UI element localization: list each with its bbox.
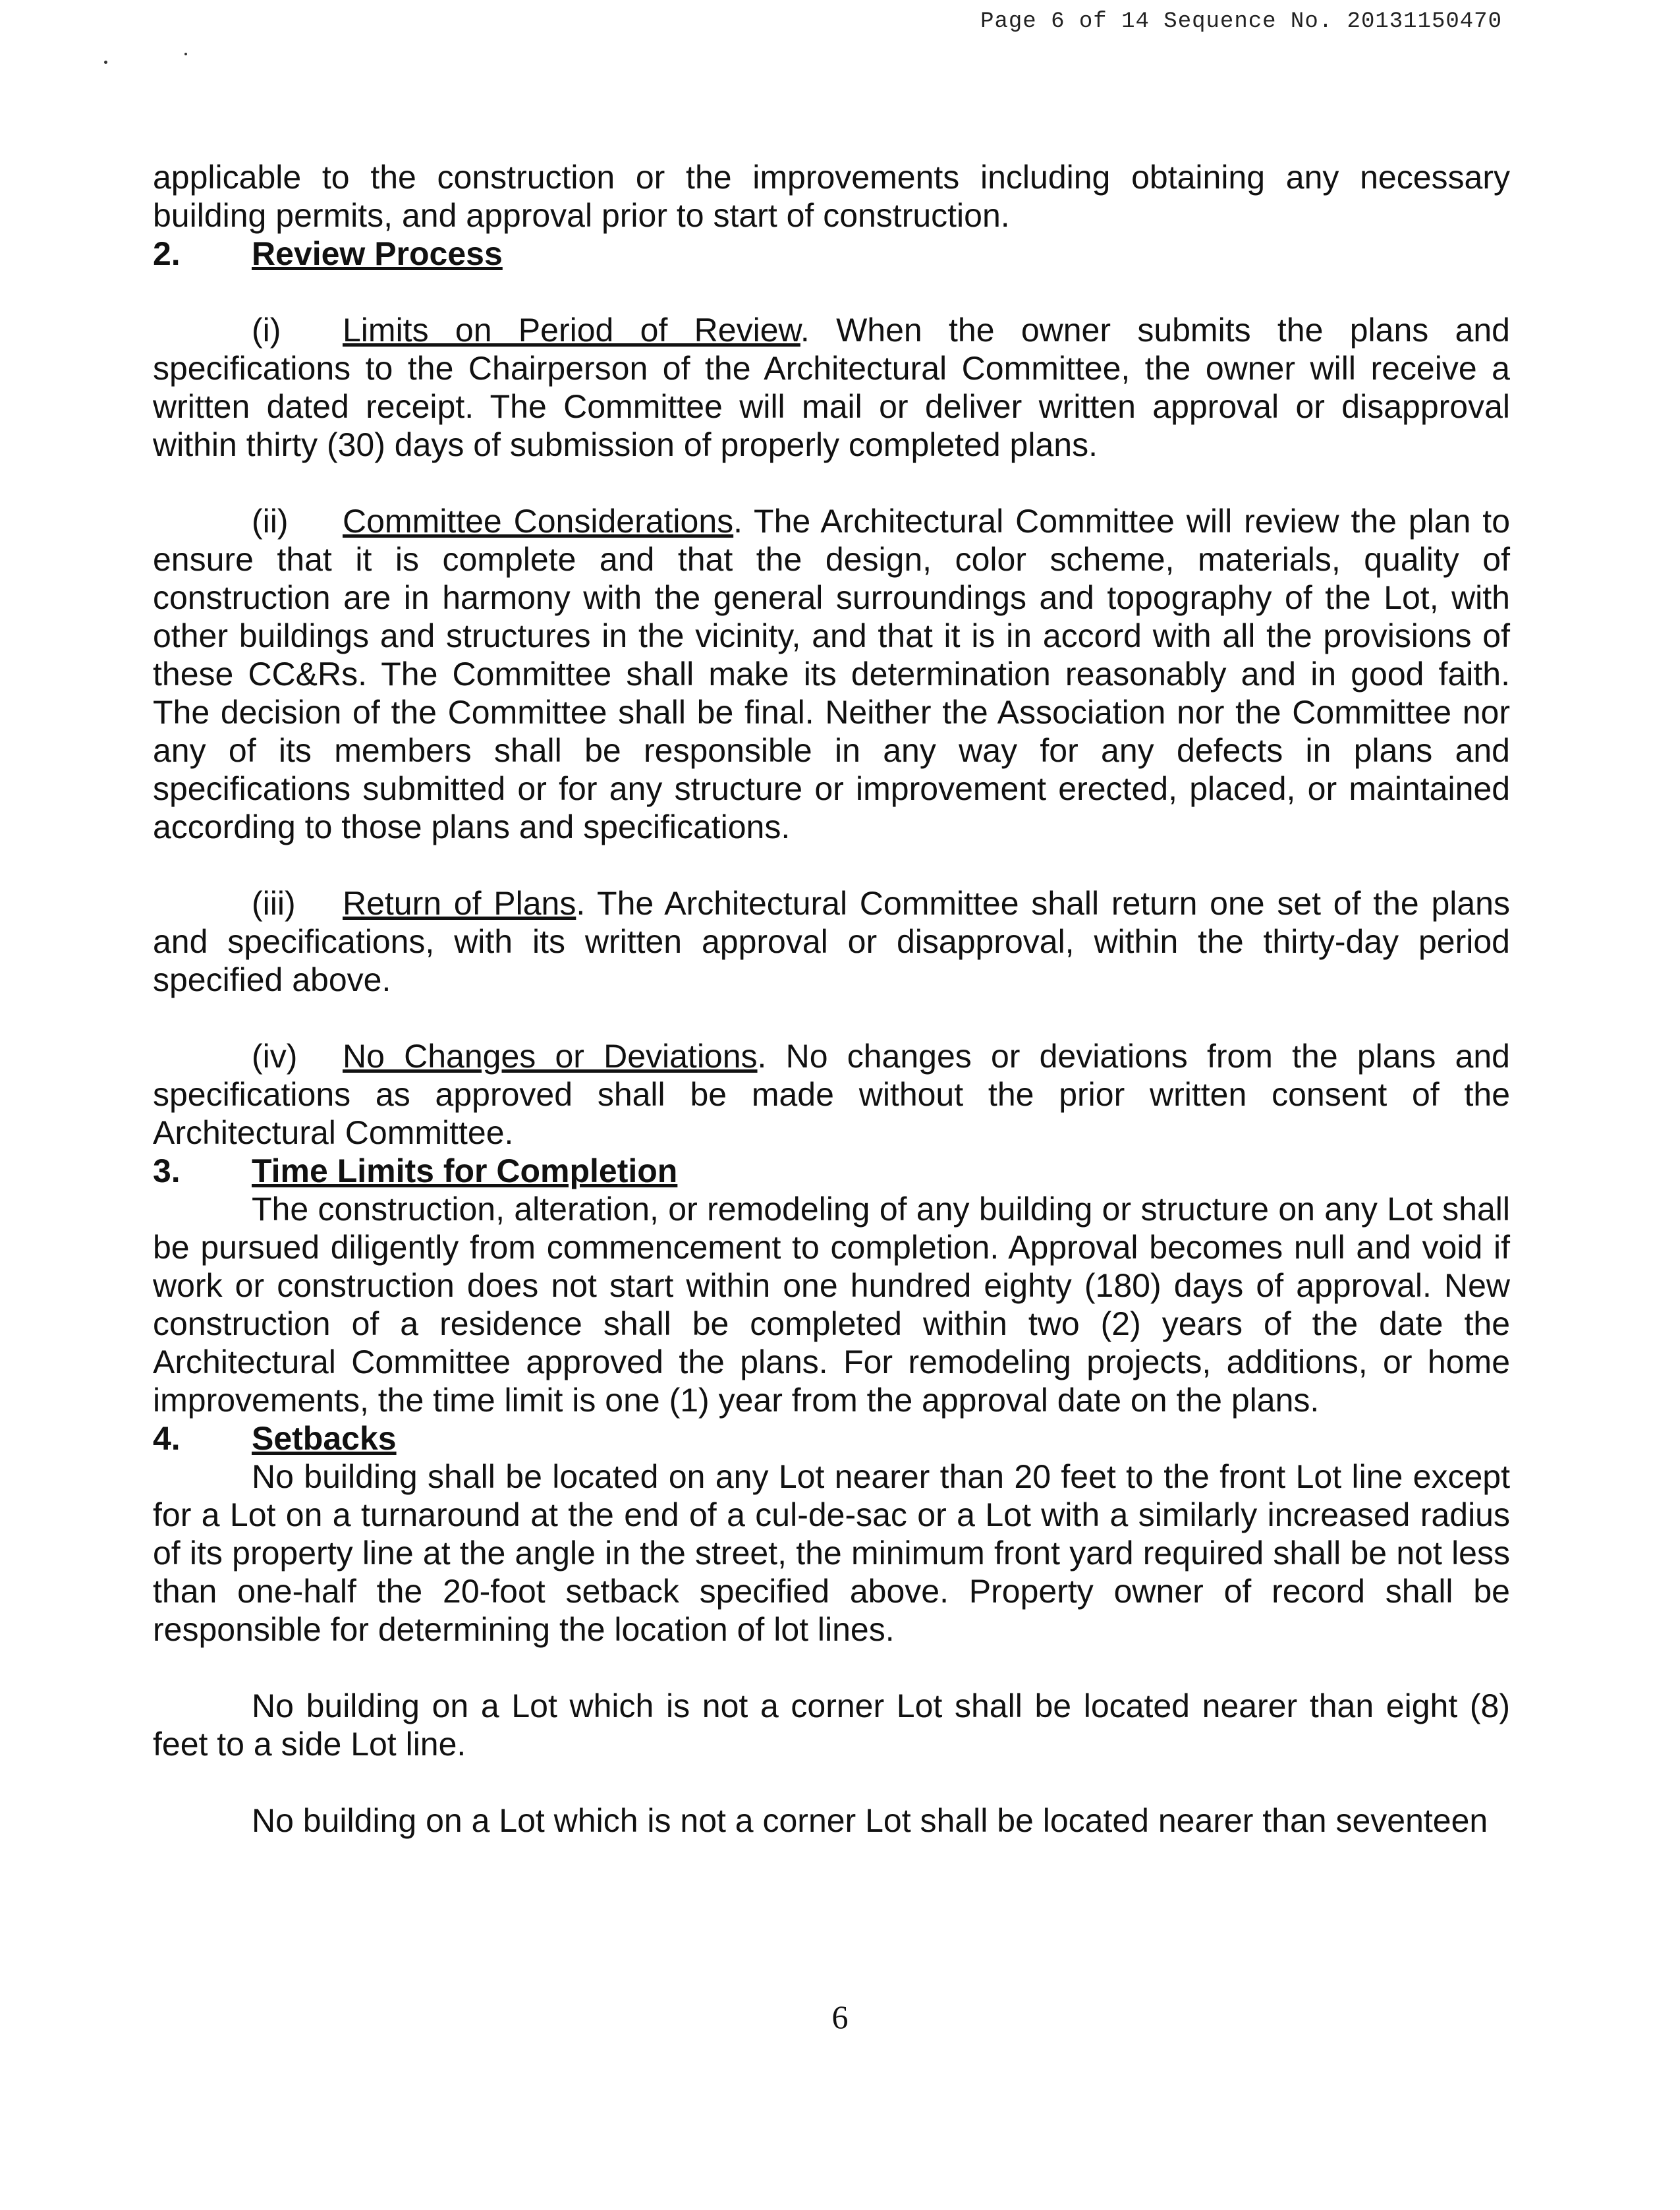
section-4-heading [153, 1419, 1510, 1458]
section-number: 2. [153, 235, 181, 272]
review-item-iii [153, 884, 1510, 999]
scan-speck [184, 53, 187, 55]
review-item-ii [153, 502, 1510, 846]
item-number: (iv) [252, 1038, 298, 1075]
document-body [153, 158, 1510, 1840]
review-item-iv [153, 1037, 1510, 1152]
section-2-heading [153, 235, 1510, 273]
scan-speck [104, 61, 107, 64]
intro-paragraph: applicable to the construction or the improvements including obtaining any necessary building permits, and approval prior to start of construction. [153, 159, 1510, 234]
item-title: Committee Considerations [343, 503, 734, 540]
section-number: 4. [153, 1420, 181, 1457]
section-3-heading [153, 1152, 1510, 1190]
page-sequence-header: Page 6 of 14 Sequence No. 20131150470 [980, 9, 1502, 34]
section-3-paragraph: The construction, alteration, or remodeling of any building or structure on any Lot shall be pursued diligently from commencement to completion. Approval becomes null and void if work or construction does not start within one hundred eighty (180) days of approval. New construction of a residence shall be completed within two (2) years of the date the Architectural Committee approved the plans. For remodeling projects, additions, or home improvements, the time limit is one (1) year from the approval date on the plans. [153, 1191, 1510, 1419]
item-text: . When the owner submits the plans and specifications to the Chairperson of the Architectural Committee, the owner will receive a written dated receipt. The Committee will mail or deliver written approval or disapproval within thirty (30) days of submission of properly completed plans. [153, 312, 1510, 463]
page-number: 6 [831, 1998, 849, 2035]
setbacks-paragraph-3: No building on a Lot which is not a corner Lot shall be located nearer than seventeen [252, 1802, 1488, 1839]
setbacks-paragraph-2: No building on a Lot which is not a corner Lot shall be located nearer than eight (8) feet to a side Lot line. [153, 1687, 1510, 1763]
item-title: Limits on Period of Review [343, 312, 800, 349]
item-text: . No changes or deviations from the plans and specifications as approved shall be made without the prior written consent of the Architectural Committee. [153, 1038, 1510, 1151]
section-title: Setbacks [252, 1420, 397, 1457]
item-title: Return of Plans [343, 885, 576, 922]
item-number: (ii) [252, 503, 289, 540]
item-title: No Changes or Deviations [343, 1038, 758, 1075]
setbacks-paragraph-1: No building shall be located on any Lot nearer than 20 feet to the front Lot line except for a Lot on a turnaround at the end of a cul-de-sac or a Lot with a similarly increased radius of its property line at the angle in the street, the minimum front yard required shall be not less than one-half the 20-foot setback specified above. Property owner of record shall be responsible for determining the location of lot lines. [153, 1458, 1510, 1648]
section-title: Time Limits for Completion [252, 1152, 678, 1189]
section-number: 3. [153, 1152, 181, 1189]
section-title: Review Process [252, 235, 503, 272]
item-text: . The Architectural Committee will review the plan to ensure that it is complete and that the design, color scheme, materials, quality of construction are in harmony with the general surroundings and topography of the Lot, with other buildings and structures in the vicinity, and that it is in accord with all the provisions of these CC&Rs. The Committee shall make its determination reasonably and in good faith. The decision of the Committee shall be final. Neither the Association nor the Committee nor any of its members shall be responsible in any way for any defects in plans and specifications submitted or for any structure or improvement erected, placed, or maintained according to those plans and specifications. [153, 503, 1511, 845]
review-item-i [153, 311, 1510, 464]
item-number: (i) [252, 312, 281, 349]
item-number: (iii) [252, 885, 296, 922]
item-text: . The Architectural Committee shall return one set of the plans and specifications, with its written approval or disapproval, within the thirty-day period specified above. [153, 885, 1510, 998]
